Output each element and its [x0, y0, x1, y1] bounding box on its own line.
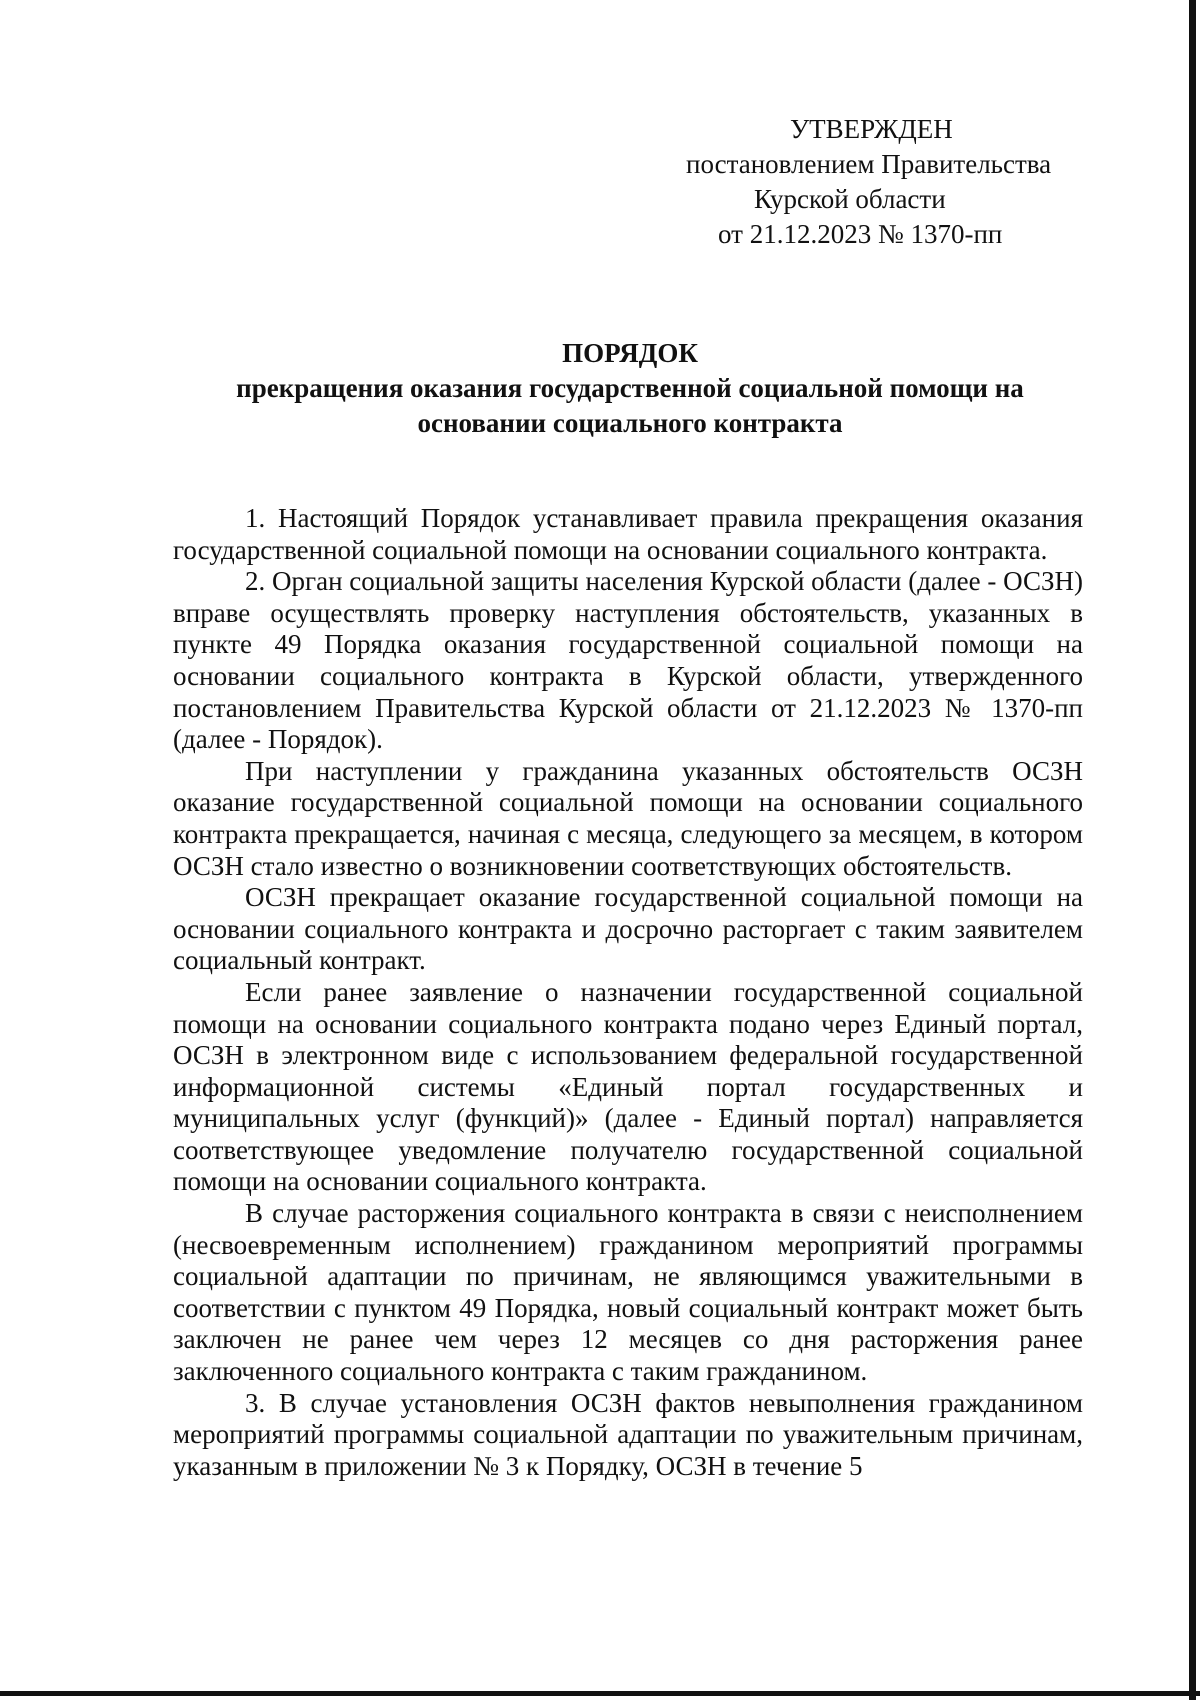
paragraph-3: При наступлении у гражданина указанных обстоятельств ОСЗН оказание государственной социальной помощи на основании социального контракта прекращается, начиная с месяца, следующего за месяцем, в котором ОСЗН стало известно о возникновении соответствующих обстоятельств.: [173, 755, 1083, 881]
scan-edge-right: [1189, 0, 1196, 1700]
approval-heading: УТВЕРЖДЕН: [790, 114, 953, 144]
document-title: ПОРЯДОК: [562, 338, 698, 368]
approval-resolution: постановлением Правительства: [686, 149, 1052, 179]
paragraph-2: 2. Орган социальной защиты населения Курской области (далее - ОСЗН) вправе осуществлять проверку наступления обстоятельств, указанных в пункте 49 Порядка оказания государственной социальной помощи на основании социального контракта в Курской области, утвержденного постановлением Правительства Курской области от 21.12.2023 № 1370-пп (далее - Порядок).: [173, 566, 1083, 755]
scan-edge-bottom: [0, 1691, 1200, 1696]
paragraph-7: 3. В случае установления ОСЗН фактов невыполнения гражданином мероприятий программы социальной адаптации по уважительным причинам, указанным в приложении № 3 к Порядку, ОСЗН в течение 5: [173, 1387, 1083, 1481]
paragraph-5: Если ранее заявление о назначении государственной социальной помощи на основании социального контракта подано через Единый портал, ОСЗН в электронном виде с использованием федеральной государственной информационной системы «Единый портал государственных и муниципальных услуг (функций)» (далее - Единый портал) направляется соответствующее уведомление получателю государственной социальной помощи на основании социального контракта.: [173, 976, 1083, 1197]
paragraph-1: 1. Настоящий Порядок устанавливает правила прекращения оказания государственной социальной помощи на основании социального контракта.: [173, 503, 1083, 565]
paragraph-6: В случае расторжения социального контракта в связи с неисполнением (несвоевременным исполнением) гражданином мероприятий программы социальной адаптации по причинам, не являющимся уважительными в соответствии с пунктом 49 Порядка, новый социальный контракт может быть заключен не ранее чем через 12 месяцев со дня расторжения ранее заключенного социального контракта с таким гражданином.: [173, 1198, 1083, 1387]
approval-stamp-block: [630, 112, 1070, 252]
approval-region: Курской области: [754, 184, 946, 214]
document-subtitle: прекращения оказания государственной социальной помощи на основании социального контракта: [236, 373, 1024, 438]
document-body: [173, 503, 1083, 1482]
approval-date-number: от 21.12.2023 № 1370-пп: [718, 219, 1003, 249]
document-title-block: [170, 336, 1090, 441]
paragraph-4: ОСЗН прекращает оказание государственной социальной помощи на основании социального контракта и досрочно расторгает с таким заявителем социальный контракт.: [173, 882, 1083, 976]
